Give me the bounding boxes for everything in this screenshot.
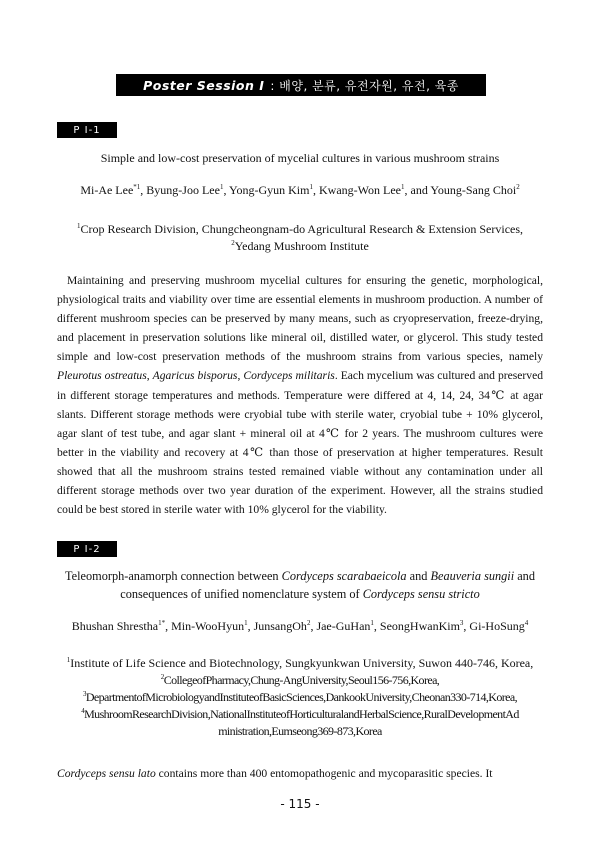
- species-name: Beauveria sungii: [430, 569, 515, 583]
- abstract-title: [57, 567, 543, 603]
- abstract-body: [57, 271, 543, 519]
- author-name: Byung-Joo Lee: [146, 183, 220, 197]
- author-list: Bhushan Shrestha$^{1*}$, Min-WooHyun$^1$, JunsangOh$^2$, Jae-GuHan$^1$, SeongHwanKim$^3$, Gi-HoSung$^4$: [71, 619, 529, 633]
- separator: ,: [146, 369, 153, 383]
- species-name: Cordyceps militaris: [243, 369, 335, 383]
- separator: ,: [237, 369, 244, 383]
- abstract-text: contains more than 400 entomopathogenic and mycoparasitic species. It: [155, 767, 493, 780]
- affiliation-line: [57, 706, 543, 723]
- author-name: SeongHwanKim: [379, 619, 460, 633]
- author-name: Kwang-Won Lee: [318, 183, 401, 197]
- affiliation-text: Crop Research Division, Chungcheongnam-do Agricultural Research & Extension Services,: [80, 222, 524, 236]
- author-name: Gi-HoSung: [469, 619, 525, 633]
- species-name: Cordyceps scarabaeicola: [281, 569, 407, 583]
- author-superscript: 1*: [158, 619, 166, 627]
- session-title-kr: : 배양, 분류, 유전자원, 유전, 육종: [270, 78, 459, 93]
- author-name: Bhushan Shrestha: [71, 619, 159, 633]
- affiliation-block: [57, 221, 543, 255]
- affiliation-text: Institute of Life Science and Biotechnology, Sungkyunkwan University, Suwon 440-746, Korea,: [70, 656, 534, 670]
- affiliation-line: [57, 655, 543, 672]
- author-superscript: 3: [459, 619, 464, 627]
- author-superscript: 1: [219, 183, 224, 191]
- author-list: Mi-Ae Lee$^{*1}$, Byung-Joo Lee$^1$, Yong-Gyun Kim$^1$, Kwang-Won Lee$^1$, and Young-Sang Choi$^2$: [80, 183, 520, 197]
- species-name: Cordyceps sensu lato: [57, 767, 156, 780]
- species-name: Pleurotus ostreatus: [57, 369, 147, 383]
- session-banner: [116, 74, 486, 96]
- author-superscript: 2: [516, 183, 520, 191]
- author-name: and Young-Sang Choi: [410, 183, 517, 197]
- affiliation-superscript: 1: [76, 222, 81, 230]
- abstract-text: Maintaining and preserving mushroom mycelial cultures for ensuring the genetic, morphological, physiological traits and viability over time are essential elements in mushroom production. A number of different mushroom species can be preserved by many means, such as cryopreservation, freeze-drying, and placement in preservation solutions like mineral oil, distilled water, or glycerol. This study tested simple and low-cost preservation methods of the mushroom strains from various species, namely: [57, 274, 543, 364]
- affiliation-text: DepartmentofMicrobiologyandInstituteofBasicSciences,DankookUniversity,Cheonan330-714,Korea,: [85, 690, 518, 704]
- abstract-id-tag: P Ⅰ-2: [57, 541, 117, 557]
- title-text: and consequences of unified nomenclature system of: [120, 569, 535, 601]
- affiliation-superscript: 2: [231, 239, 235, 247]
- author-name: Min-WooHyun: [171, 619, 245, 633]
- affiliation-superscript: 4: [81, 707, 85, 715]
- author-name: Yong-Gyun Kim: [229, 183, 310, 197]
- affiliation-line: [57, 689, 543, 706]
- species-name: Cordyceps sensu stricto: [362, 587, 480, 601]
- author-superscript: 1: [244, 619, 248, 627]
- affiliation-text: MushroomResearchDivision,NationalInstituteofHorticulturalandHerbalScience,RuralDevelopmentAd: [84, 707, 519, 721]
- author-name: Jae-GuHan: [316, 619, 371, 633]
- abstract-id-tag: P Ⅰ-1: [57, 122, 117, 138]
- abstract-text: . Each mycelium was cultured and preserved in different storage temperatures and methods. Temperature were differed at 4, 14, 24, 34℃ at agar slants. Different storage methods were cryobial tube with sterile water, cryobial tube + 10% glycerol, agar slant of test tube, and agar slant + mineral oil at 4℃ for 2 years. The mushroom cultures were better in the viability and recovery at 4℃ than those of preservation at higher temperatures. Result showed that all the mushroom strains tested remained viable without any contamination under all different storage methods over two year duration of the experiment. However, all the strains studied could be best stored in sterile water with 10% glycerol for the viability.: [57, 369, 544, 517]
- abstract-body: [57, 764, 543, 783]
- species-name: Agaricus bisporus: [152, 369, 238, 383]
- author-superscript: *1: [133, 183, 141, 191]
- affiliation-line: [57, 221, 543, 238]
- page-number: - 115 -: [280, 797, 320, 811]
- affiliation-block: [57, 655, 543, 740]
- author-name: Mi-Ae Lee: [80, 183, 134, 197]
- affiliation-line: [57, 238, 543, 255]
- author-superscript: 1: [309, 183, 313, 191]
- author-superscript: 4: [524, 619, 529, 627]
- affiliation-text: CollegeofPharmacy,Chung-AngUniversity,Seoul156-756,Korea,: [163, 673, 440, 687]
- author-superscript: 1: [370, 619, 374, 627]
- affiliation-superscript: 1: [66, 656, 71, 664]
- author-name: JunsangOh: [253, 619, 307, 633]
- affiliation-text: ministration,Eumseong369-873,Korea: [218, 724, 382, 738]
- affiliation-superscript: 2: [160, 673, 164, 681]
- affiliation-text: Yedang Mushroom Institute: [234, 239, 369, 253]
- session-title-en: Poster Session Ⅰ: [143, 77, 265, 93]
- affiliation-superscript: 3: [82, 690, 86, 698]
- author-superscript: 1: [401, 183, 405, 191]
- author-superscript: 2: [306, 619, 311, 627]
- title-text: Teleomorph-anamorph connection between: [65, 569, 282, 583]
- abstract-title: Simple and low-cost preservation of mycelial cultures in various mushroom strains: [100, 151, 500, 165]
- title-text: and: [406, 569, 431, 583]
- affiliation-line: [57, 723, 543, 740]
- affiliation-line: [57, 672, 543, 689]
